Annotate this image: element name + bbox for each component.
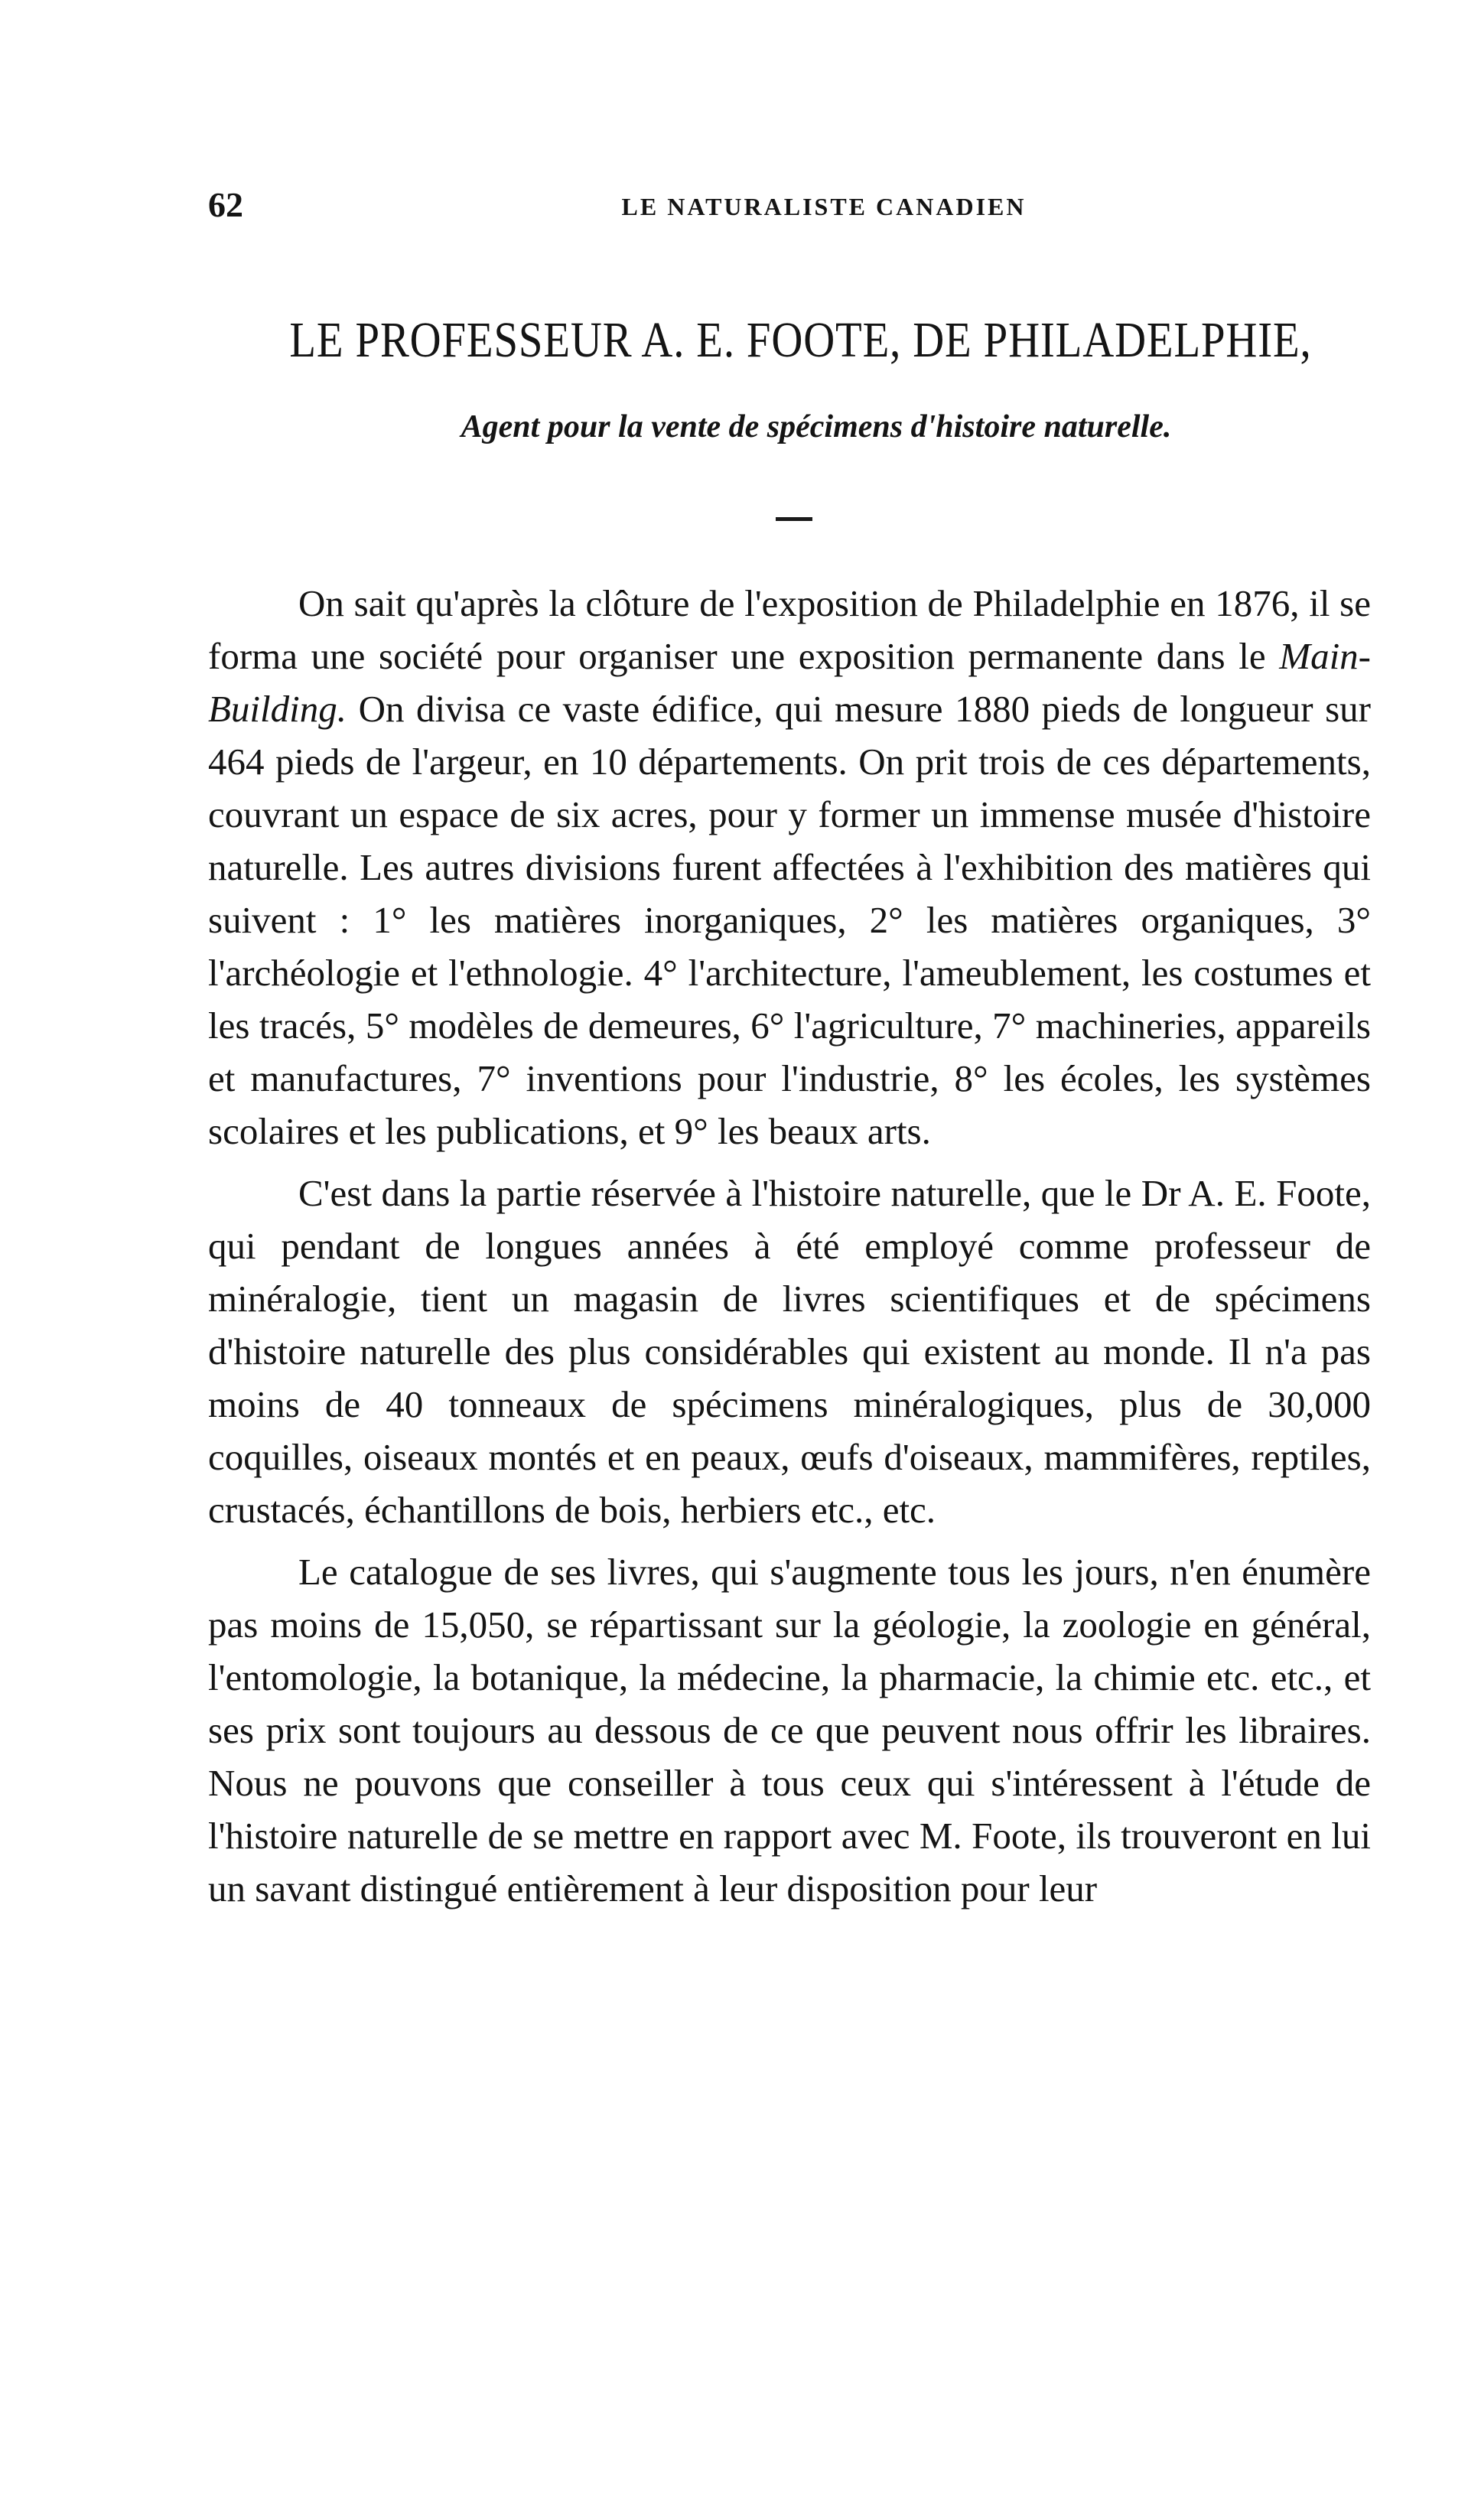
article-body [208,577,1371,1915]
article-subtitle: Agent pour la vente de spécimens d'histoire naturelle. [461,409,1172,444]
paragraph-2: C'est dans la partie réservée à l'histoire naturelle, que le Dr A. E. Foote, qui pendant de longues années à été employé comme professeur de minéralogie, tient un magasin de livres scientifiques et de spécimens d'histoire naturelle des plus considérables qui existent au monde. Il n'a pas moins de 40 tonneaux de spécimens minéralogiques, plus de 30,000 coquilles, oiseaux montés et en peaux, œufs d'oiseaux, mammifères, reptiles, crustacés, échantillons de bois, herbiers etc., etc. [208,1172,1371,1531]
article-title: LE PROFESSEUR A. E. FOOTE, DE PHILADELPHIE, [289,312,1312,368]
paragraph-1 [208,577,1371,1157]
running-head [208,182,1371,228]
paragraph-1-text-a: On sait qu'après la clôture de l'exposition de Philadelphie en 1876, il se forma une société pour organiser une exposition permanente dans le [208,582,1371,677]
paragraph-1-text-b: On divisa ce vaste édifice, qui mesure 1880 pieds de longueur sur 464 pieds de l'argeur, en 10 départements. On prit trois de ces départements, couvrant un espace de six acres, pour y former un immense musée d'histoire naturelle. Les autres divisions furent affectées à l'exhibition des matières qui suivent : 1° les matières inorganiques, 2° les matières organiques, 3° l'archéologie et l'ethnologie. 4° l'architecture, l'ameublement, les costumes et les tracés, 5° modèles de demeures, 6° l'agriculture, 7° machineries, appareils et manufactures, 7° inventions pour l'industrie, 8° les écoles, les systèmes scolaires et les publications, et 9° les beaux arts. [208,688,1371,1152]
section-divider [776,517,812,521]
journal-title: LE NATURALISTE CANADIEN [621,193,1027,220]
paragraph-3: Le catalogue de ses livres, qui s'augmente tous les jours, n'en énumère pas moins de 15,050, se répartissant sur la géologie, la zoologie en général, l'entomologie, la botanique, la médecine, la pharmacie, la chimie etc. etc., et ses prix sont toujours au dessous de ce que peuvent nous offrir les libraires. Nous ne pouvons que conseiller à tous ceux qui s'intéressent à l'étude de l'histoire naturelle de se mettre en rapport avec M. Foote, ils trouveront en lui un savant distingué entièrement à leur disposition pour leur [208,1551,1371,1910]
page-number: 62 [208,185,243,224]
building-name: Main-Building. [208,635,1371,730]
